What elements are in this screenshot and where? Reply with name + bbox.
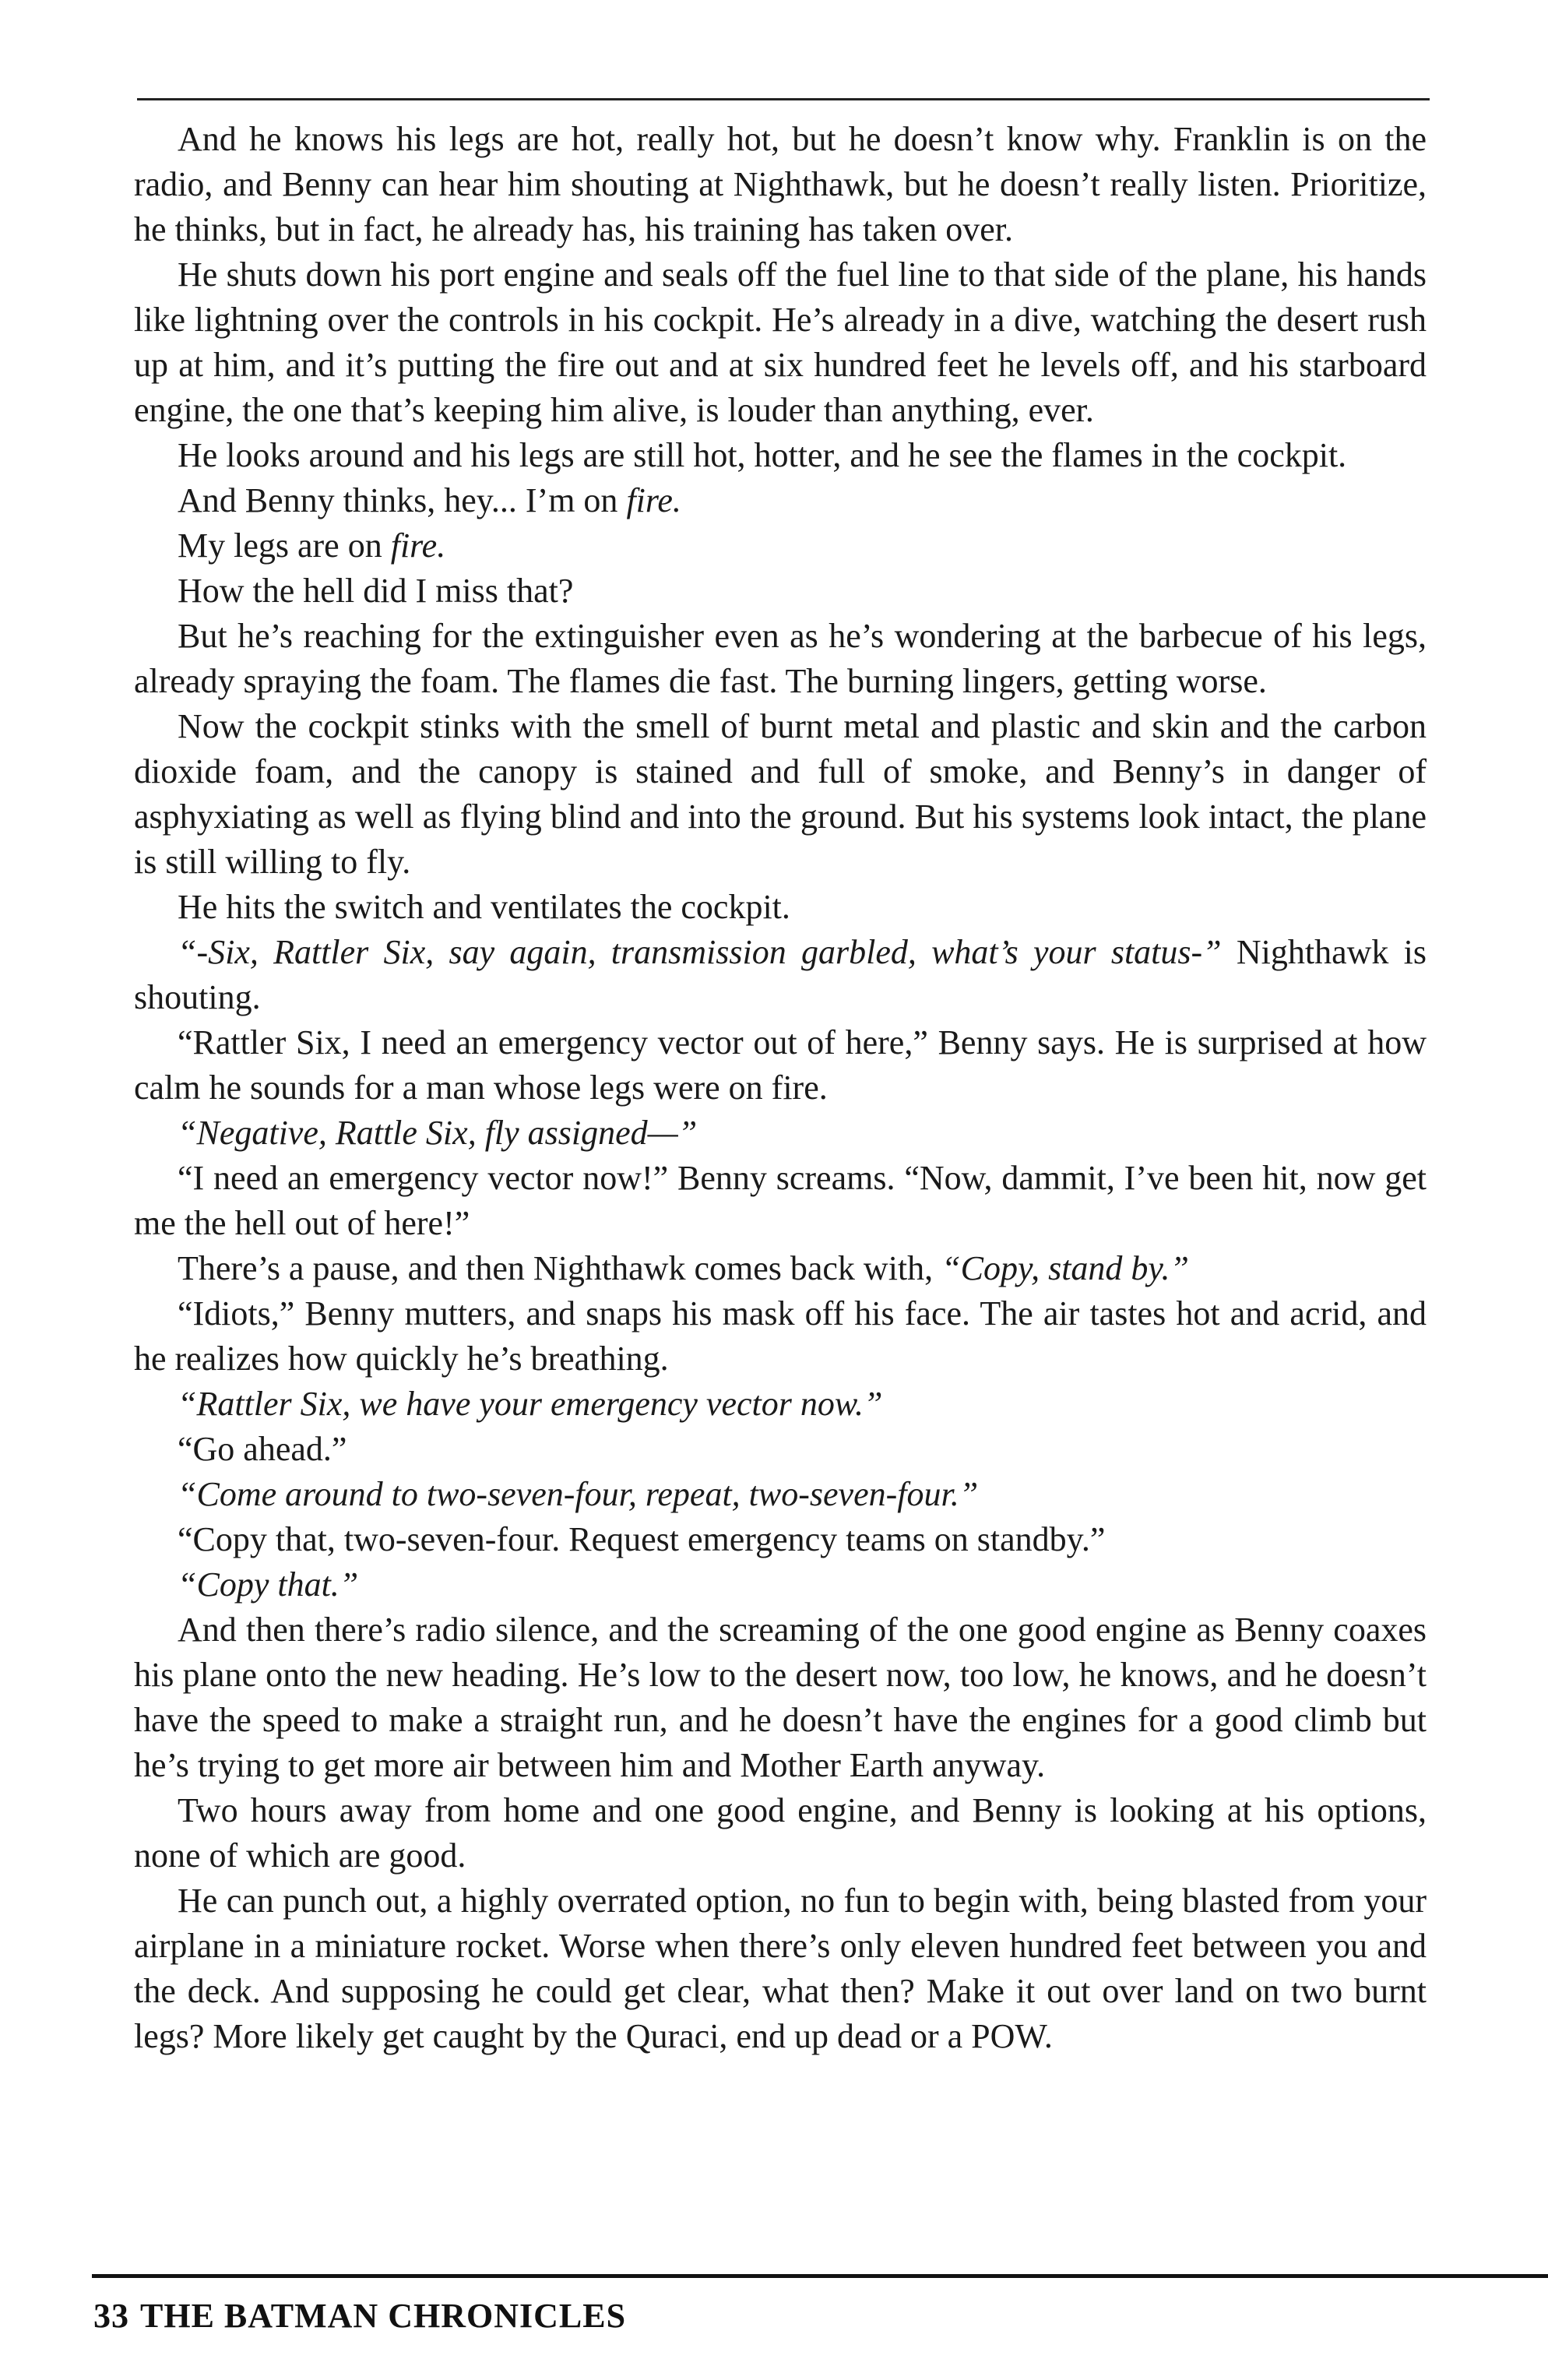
italic-text: “Copy that.” [178, 1565, 359, 1604]
paragraph [134, 614, 1427, 704]
paragraph [134, 1562, 1427, 1607]
text-run: “I need an emergency vector now!” Benny screams. “Now, dammit, I’ve been hit, now get me the hell out of here!” [134, 1159, 1427, 1242]
text-run: He shuts down his port engine and seals off the fuel line to that side of the plane, his hands like lightning over the controls in his cockpit. He’s already in a dive, watching the desert rush up at him, and it’s putting the fire out and at six hundred feet he levels off, and his starboard engine, the one that’s keeping him alive, is louder than anything, ever. [134, 255, 1427, 429]
paragraph [134, 117, 1427, 252]
page-number: 33 [93, 2297, 129, 2335]
text-run: How the hell did I miss that? [178, 572, 574, 610]
italic-text: “Copy, stand by.” [941, 1249, 1189, 1287]
text-run: Now the cockpit stinks with the smell of burnt metal and plastic and skin and the carbon dioxide foam, and the canopy is stained and full of smoke, and Benny’s in danger of asphyxiating as well as flying blind and into the ground. But his systems look intact, the plane is still willing to fly. [134, 707, 1427, 881]
text-run: Two hours away from home and one good engine, and Benny is looking at his options, none of which are good. [134, 1791, 1427, 1875]
text-run: “Rattler Six, I need an emergency vector out of here,” Benny says. He is surprised at how calm he sounds for a man whose legs were on fire. [134, 1023, 1427, 1107]
paragraph [134, 1156, 1427, 1246]
body-text [134, 117, 1427, 2059]
text-run: And he knows his legs are hot, really hot, but he doesn’t know why. Franklin is on the radio, and Benny can hear him shouting at Nighthawk, but he doesn’t really listen. Prioritize, he thinks, but in fact, he already has, his training has taken over. [134, 120, 1427, 248]
italic-text: “Rattler Six, we have your emergency vector now.” [178, 1385, 883, 1423]
paragraph [134, 1291, 1427, 1382]
text-run: “Go ahead.” [178, 1430, 347, 1468]
italic-text: fire. [626, 481, 681, 519]
bottom-rule [92, 2274, 1548, 2278]
paragraph [134, 885, 1427, 930]
text-run: But he’s reaching for the extinguisher even as he’s wondering at the barbecue of his legs, already spraying the foam. The flames die fast. The burning lingers, getting worse. [134, 617, 1427, 700]
paragraph [134, 252, 1427, 433]
page-footer [93, 2296, 637, 2336]
paragraph [134, 930, 1427, 1020]
text-run: My legs are on [178, 526, 391, 565]
paragraph [134, 523, 1427, 569]
paragraph [134, 1427, 1427, 1472]
paragraph [134, 1472, 1427, 1517]
paragraph [134, 478, 1427, 523]
text-run: He can punch out, a highly overrated option, no fun to begin with, being blasted from your airplane in a miniature rocket. Worse when there’s only eleven hundred feet between you and the deck. And supposing he could get clear, what then? Make it out over land on two burnt legs? More likely get caught by the Quraci, end up dead or a POW. [134, 1882, 1427, 2055]
text-run: And then there’s radio silence, and the screaming of the one good engine as Benny coaxes his plane onto the new heading. He’s low to the desert now, too low, he knows, and he doesn’t have the speed to make a straight run, and he doesn’t have the engines for a good climb but he’s trying to get more air between him and Mother Earth anyway. [134, 1611, 1427, 1784]
italic-text: “-Six, Rattler Six, say again, transmission garbled, what’s your status-” [178, 933, 1222, 971]
paragraph [134, 1788, 1427, 1878]
publication-title: THE BATMAN CHRONICLES [140, 2297, 627, 2335]
text-run: He looks around and his legs are still hot, hotter, and he see the flames in the cockpit. [178, 436, 1347, 474]
paragraph [134, 1382, 1427, 1427]
paragraph [134, 1246, 1427, 1291]
paragraph [134, 704, 1427, 885]
paragraph [134, 1607, 1427, 1788]
paragraph [134, 1020, 1427, 1111]
paragraph [134, 1517, 1427, 1562]
text-run: There’s a pause, and then Nighthawk comes back with, [178, 1249, 942, 1287]
text-run: “Copy that, two-seven-four. Request emergency teams on standby.” [178, 1520, 1106, 1558]
italic-text: fire. [390, 526, 446, 565]
italic-text: “Negative, Rattle Six, fly assigned—” [178, 1114, 698, 1152]
text-run: He hits the switch and ventilates the cockpit. [178, 888, 790, 926]
paragraph [134, 1878, 1427, 2059]
top-rule [137, 98, 1430, 100]
italic-text: “Come around to two-seven-four, repeat, two-seven-four.” [178, 1475, 979, 1513]
paragraph [134, 1111, 1427, 1156]
text-run: “Idiots,” Benny mutters, and snaps his mask off his face. The air tastes hot and acrid, and he realizes how quickly he’s breathing. [134, 1294, 1427, 1378]
paragraph [134, 433, 1427, 478]
paragraph [134, 569, 1427, 614]
text-run: And Benny thinks, hey... I’m on [178, 481, 627, 519]
text-run: Nighthawk is shouting. [134, 933, 1427, 1016]
